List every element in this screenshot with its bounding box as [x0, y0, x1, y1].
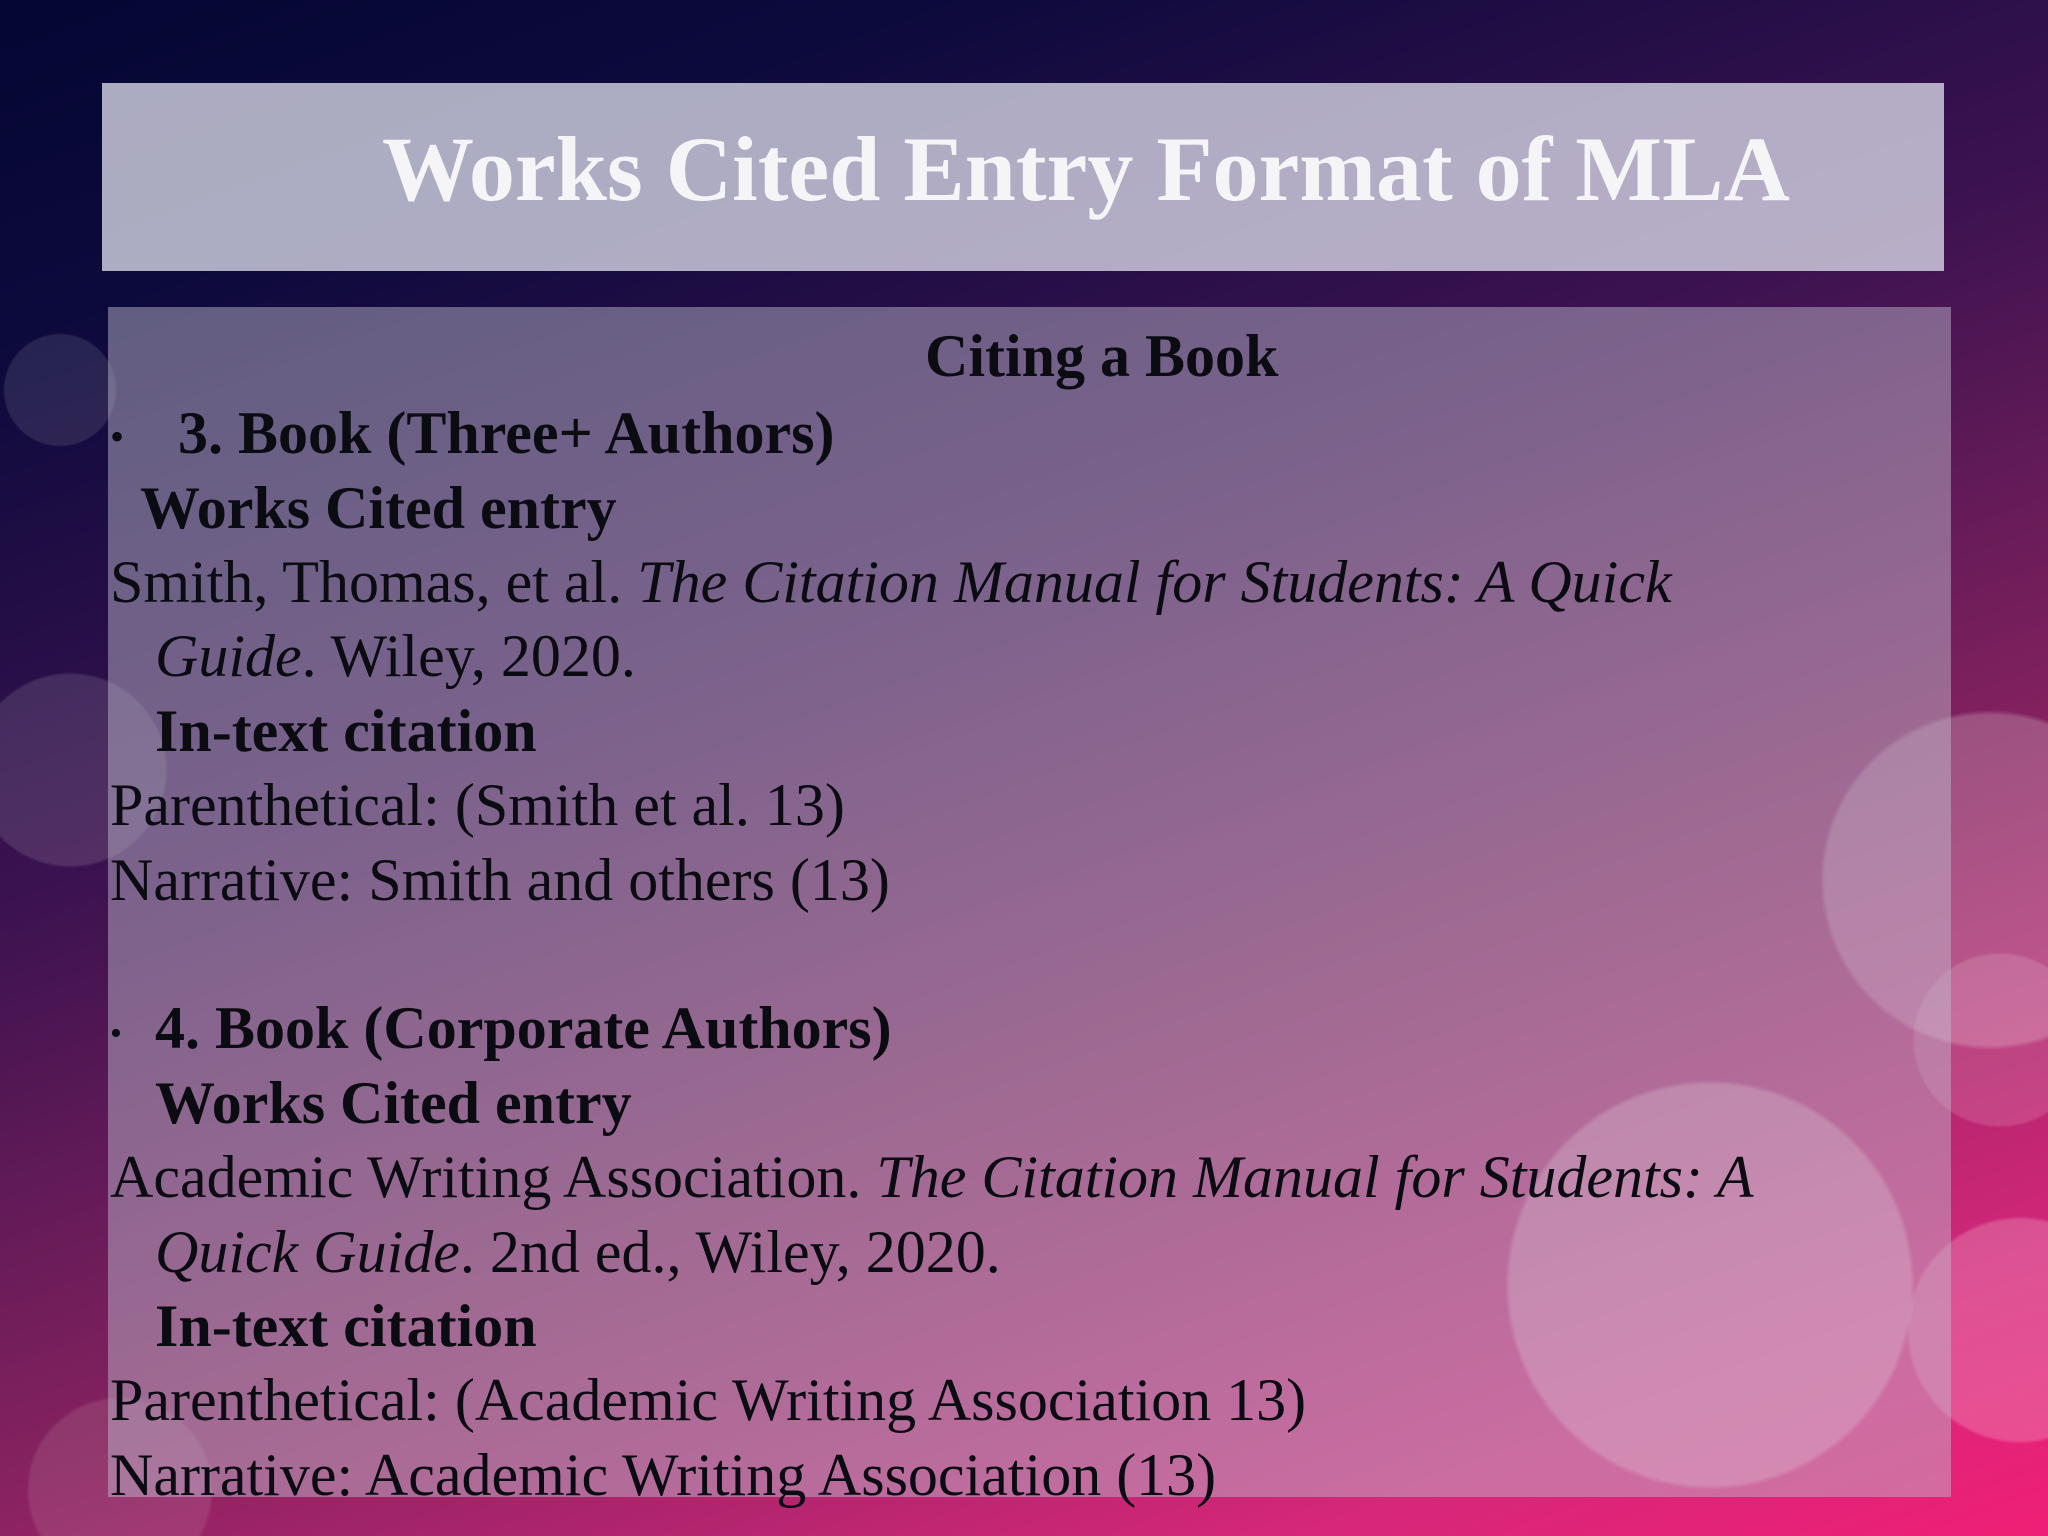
section-heading: Citing a Book	[925, 323, 1279, 389]
works-cited-entry-line	[110, 549, 1672, 615]
works-cited-entry-line	[155, 623, 636, 689]
entry-book-title-text: The Citation Manual for Students: A Quick	[637, 549, 1672, 615]
entry-publisher-text: . Wiley, 2020.	[301, 623, 636, 689]
entry-book-title-text: The Citation Manual for Students: A	[876, 1144, 1754, 1210]
book-type-title-three-authors: 3. Book (Three+ Authors)	[178, 400, 835, 466]
entry-publisher-text: . 2nd ed., Wiley, 2020.	[459, 1219, 1001, 1285]
title-bar	[102, 83, 1944, 271]
entry-book-title-text: Guide	[155, 623, 302, 689]
works-cited-label: Works Cited entry	[155, 1070, 632, 1136]
book-type-title-corporate-authors: 4. Book (Corporate Authors)	[155, 995, 892, 1061]
parenthetical-example: Parenthetical: (Smith et al. 13)	[110, 772, 845, 838]
entry-author-text: Academic Writing Association.	[110, 1144, 877, 1210]
narrative-example: Narrative: Academic Writing Association (13)	[110, 1442, 1217, 1508]
in-text-citation-label: In-text citation	[155, 1293, 537, 1359]
works-cited-entry-line	[155, 1219, 1001, 1285]
bullet-icon: •	[110, 414, 125, 459]
entry-author-text: Smith, Thomas, et al.	[110, 549, 638, 615]
in-text-citation-label: In-text citation	[155, 698, 537, 764]
works-cited-entry-line	[110, 1144, 1754, 1210]
entry-book-title-text: Quick Guide	[155, 1219, 460, 1285]
works-cited-label: Works Cited entry	[140, 475, 617, 541]
slide-title: Works Cited Entry Format of MLA	[382, 118, 1790, 220]
bullet-icon: •	[110, 1015, 122, 1052]
parenthetical-example: Parenthetical: (Academic Writing Association 13)	[110, 1367, 1307, 1433]
narrative-example: Narrative: Smith and others (13)	[110, 847, 890, 913]
